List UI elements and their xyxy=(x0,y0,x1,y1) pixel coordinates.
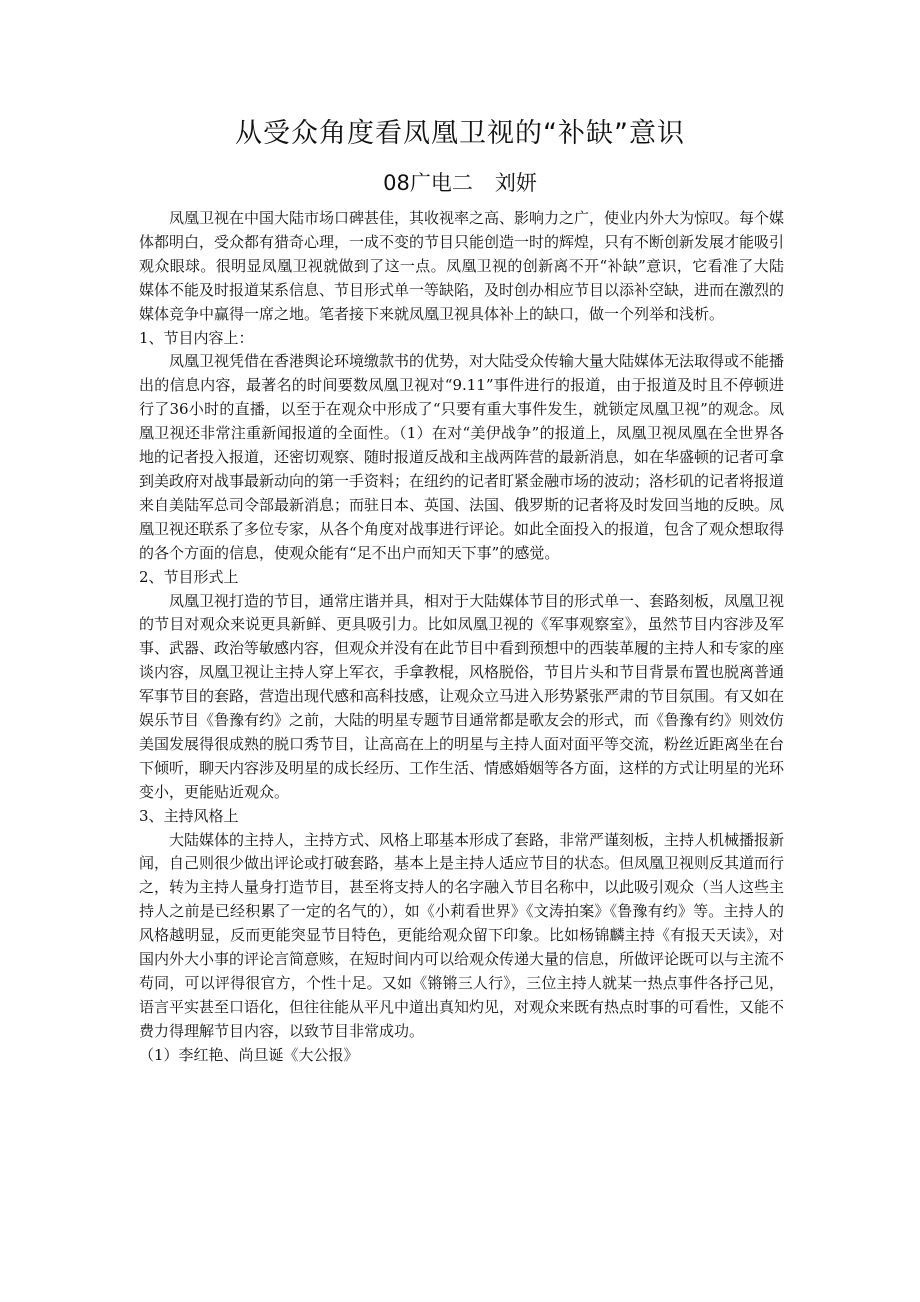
intro-paragraph: 凤凰卫视在中国大陆市场口碑甚佳，其收视率之高、影响力之广，使业内外大为惊叹。每个媒体都明白，受众都有猎奇心理，一成不变的节目只能创造一时的辉煌，只有不断创新发展才能吸引观众眼球。很明显凤凰卫视就做到了这一点。凤凰卫视的创新离不开“补缺”意识，它看准了大陆媒体不能及时报道某系信息、节目形式单一等缺陷，及时创办相应节目以添补空缺，进而在激烈的媒体竞争中赢得一席之地。笔者接下来就凤凰卫视具体补上的缺口，做一个列举和浅析。 xyxy=(139,209,785,323)
subsection-reference: （1）李红艳、尚旦诞《大公报》 xyxy=(139,1045,359,1064)
document-title: 从受众角度看凤凰卫视的“补缺”意识 xyxy=(235,118,685,149)
author-line xyxy=(0,168,920,198)
host-style-paragraph: 大陆媒体的主持人，主持方式、风格上耶基本形成了套路，非常严谨刻板，主持人机械播报新闻，自己则很少做出评论或打破套路，基本上是主持人适应节目的状态。但凤凰卫视则反其道而行之，转为主持人量身打造节目，甚至将支持人的名字融入节目名称中，以此吸引观众（当人这些主持人之前是已经积累了一定的名气的），如《小莉看世界》《文涛拍案》《鲁豫有约》等。主持人的风格越明显，反而更能突显节目特色，更能给观众留下印象。比如杨锦麟主持《有报天天读》，对国内外大小事的评论言简意赅，在短时间内可以给观众传递大量的信息，所做评论既可以与主流不苟同，可以评得很官方，个性十足。又如《锵锵三人行》，三位主持人就某一热点事件各抒己见，语言平实甚至口语化，但往往能从平凡中道出真知灼见，对观众来既有热点时事的可看性，又能不费力得理解节目内容，以致节目非常成功。 xyxy=(139,830,785,1040)
content-paragraph: 凤凰卫视凭借在香港舆论环境缴款书的优势，对大陆受众传输大量大陆媒体无法取得或不能播出的信息内容，最著名的时间要数凤凰卫视对“9.11”事件进行的报道，由于报道及时且不停顿进行了36小时的直播，以至于在观众中形成了“只要有重大事件发生，就锁定凤凰卫视”的观念。凤凰卫视还非常注重新闻报道的全面性。（1）在对“美伊战争”的报道上，凤凰卫视凤凰在全世界各地的记者投入报道，还密切观察、随时报道反战和主战两阵营的最新消息，如在华盛顿的记者可拿到美政府对战事最新动向的第一手资料；在纽约的记者盯紧金融市场的波动；洛杉矶的记者将报道来自美陆军总司令部最新消息；而驻日本、英国、法国、俄罗斯的记者将及时发回当地的反映。凤凰卫视还联系了多位专家，从各个角度对战事进行评论。如此全面投入的报道，包含了观众想取得的各个方面的信息，使观众能有“足不出户而知天下事”的感觉。 xyxy=(139,352,785,562)
section-heading-host-style: 3、主持风格上 xyxy=(139,806,239,825)
section-heading-format: 2、节目形式上 xyxy=(139,567,239,586)
section-heading-content: 1、节目内容上： xyxy=(139,328,254,347)
document-body xyxy=(139,207,784,1068)
author-name: 刘妍 xyxy=(494,171,537,195)
author-class: 08广电二 xyxy=(383,171,473,195)
format-paragraph: 凤凰卫视打造的节目，通常庄谐并具，相对于大陆媒体节目的形式单一、套路刻板，凤凰卫视的节目对观众来说更具新鲜、更具吸引力。比如凤凰卫视的《军事观察室》，虽然节目内容涉及军事、武器、政治等敏感内容，但观众并没有在此节目中看到预想中的西装革履的主持人和专家的座谈内容，凤凰卫视让主持人穿上军衣，手拿教棍，风格脱俗，节目片头和节目背景布置也脱离普通军事节目的套路，营造出现代感和高科技感，让观众立马进入形势紧张严肃的节目氛围。有又如在娱乐节目《鲁豫有约》之前，大陆的明星专题节目通常都是歌友会的形式，而《鲁豫有约》则效仿美国发展得很成熟的脱口秀节目，让高高在上的明星与主持人面对面平等交流，粉丝近距离坐在台下倾听，聊天内容涉及明星的成长经历、工作生活、情感婚姻等各方面，这样的方式让明星的光环变小，更能贴近观众。 xyxy=(139,591,785,801)
